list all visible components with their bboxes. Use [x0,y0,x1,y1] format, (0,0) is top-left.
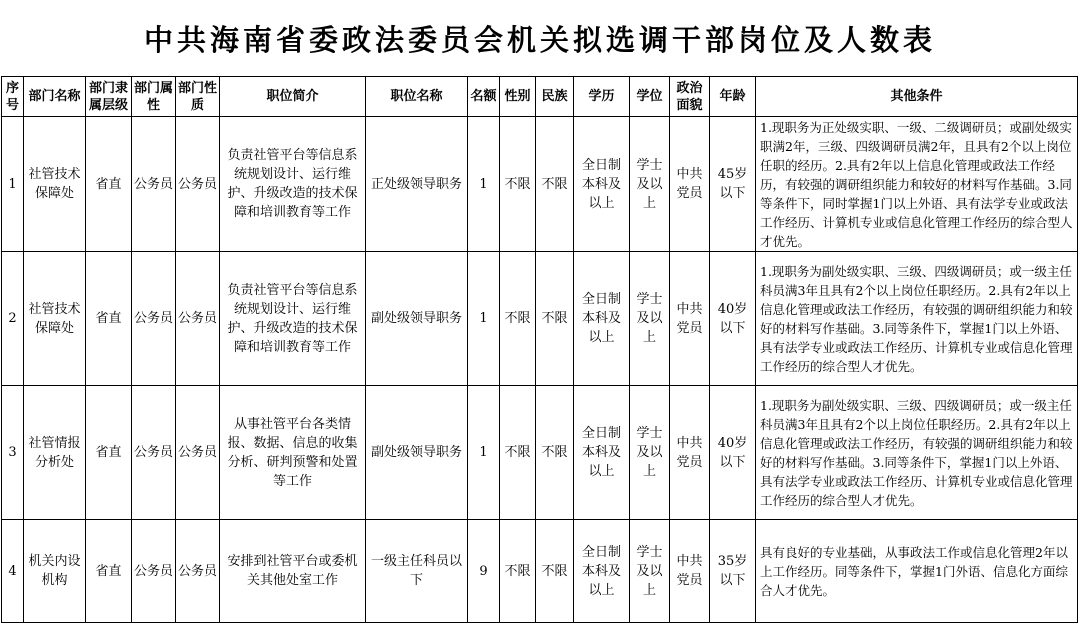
cell-level: 省直 [86,520,132,623]
cell-politic: 中共党员 [670,252,710,386]
header-edu: 学历 [574,77,630,117]
header-gender: 性别 [500,77,536,117]
cell-age: 35岁以下 [710,520,756,623]
cell-nature: 公务员 [176,117,220,252]
header-ethnic: 民族 [536,77,574,117]
header-attr: 部门属性 [132,77,176,117]
header-politic: 政治面貌 [670,77,710,117]
header-intro: 职位简介 [220,77,366,117]
cell-nature: 公务员 [176,386,220,520]
cell-attr: 公务员 [132,520,176,623]
cell-other: 1.现职务为正处级实职、一级、二级调研员；或副处级实职满2年，三级、四级调研员满2年，且具有2个以上岗位任职的经历。2.具有2年以上信息化管理或政法工作经历，有较强的调研组织能力和较好的材料写作基础。3.同等条件下，同时掌握1门以上外语、具有法学专业或政法工作经历、计算机专业或信息化管理工作经历的综合型人才优先。 [756,117,1078,252]
cell-politic: 中共党员 [670,117,710,252]
cell-intro: 负责社管平台等信息系统规划设计、运行维护、升级改造的技术保障和培训教育等工作 [220,252,366,386]
page-title: 中共海南省委政法委员会机关拟选调干部岗位及人数表 [143,22,936,57]
cell-post: 一级主任科员以下 [366,520,468,623]
header-dept: 部门名称 [24,77,86,117]
cell-other: 具有良好的专业基础，从事政法工作或信息化管理2年以上工作经历。同等条件下，掌握1门外语、信息化方面综合人才优先。 [756,520,1078,623]
cell-post: 副处级领导职务 [366,386,468,520]
cell-gender: 不限 [500,520,536,623]
header-nature: 部门性质 [176,77,220,117]
cell-post: 正处级领导职务 [366,117,468,252]
table-row [2,520,1078,623]
cell-quota: 1 [468,252,500,386]
table-row [2,117,1078,252]
header-age: 年龄 [710,77,756,117]
header-level: 部门隶属层级 [86,77,132,117]
cell-seq: 1 [2,117,24,252]
cell-attr: 公务员 [132,117,176,252]
cell-quota: 9 [468,520,500,623]
cell-other: 1.现职务为副处级实职、三级、四级调研员；或一级主任科员满3年且具有2个以上岗位任职经历。2.具有2年以上信息化管理或政法工作经历，有较强的调研组织能力和较好的材料写作基础。3.同等条件下，掌握1门以上外语、具有法学专业或政法工作经历、计算机专业或信息化管理工作经历的综合型人才优先。 [756,252,1078,386]
cell-quota: 1 [468,117,500,252]
table-row [2,386,1078,520]
cell-age: 40岁以下 [710,252,756,386]
cell-attr: 公务员 [132,252,176,386]
positions-table [1,76,1078,623]
cell-ethnic: 不限 [536,117,574,252]
cell-degree: 学士及以上 [630,252,670,386]
cell-ethnic: 不限 [536,386,574,520]
cell-age: 40岁以下 [710,386,756,520]
cell-nature: 公务员 [176,520,220,623]
cell-age: 45岁以下 [710,117,756,252]
cell-dept: 社管技术保障处 [24,117,86,252]
cell-edu: 全日制本科及以上 [574,520,630,623]
cell-politic: 中共党员 [670,386,710,520]
cell-politic: 中共党员 [670,520,710,623]
cell-degree: 学士及以上 [630,386,670,520]
cell-edu: 全日制本科及以上 [574,252,630,386]
table-header-row [2,77,1078,117]
header-quota: 名额 [468,77,500,117]
header-post: 职位名称 [366,77,468,117]
header-other: 其他条件 [756,77,1078,117]
cell-level: 省直 [86,386,132,520]
cell-post: 副处级领导职务 [366,252,468,386]
cell-nature: 公务员 [176,252,220,386]
cell-gender: 不限 [500,117,536,252]
cell-edu: 全日制本科及以上 [574,117,630,252]
cell-intro: 从事社管平台各类情报、数据、信息的收集分析、研判预警和处置等工作 [220,386,366,520]
cell-level: 省直 [86,252,132,386]
cell-degree: 学士及以上 [630,520,670,623]
cell-seq: 3 [2,386,24,520]
cell-ethnic: 不限 [536,252,574,386]
cell-gender: 不限 [500,386,536,520]
cell-seq: 4 [2,520,24,623]
cell-dept: 社管技术保障处 [24,252,86,386]
cell-attr: 公务员 [132,386,176,520]
cell-ethnic: 不限 [536,520,574,623]
cell-intro: 安排到社管平台或委机关其他处室工作 [220,520,366,623]
cell-dept: 机关内设机构 [24,520,86,623]
cell-seq: 2 [2,252,24,386]
header-seq: 序号 [2,77,24,117]
cell-quota: 1 [468,386,500,520]
cell-other: 1.现职务为副处级实职、三级、四级调研员；或一级主任科员满3年且具有2个以上岗位任职经历。2.具有2年以上信息化管理或政法工作经历，有较强的调研组织能力和较好的材料写作基础。3.同等条件下，掌握1门以上外语、具有法学专业或政法工作经历、计算机专业或信息化管理工作经历的综合型人才优先。 [756,386,1078,520]
cell-level: 省直 [86,117,132,252]
cell-gender: 不限 [500,252,536,386]
cell-intro: 负责社管平台等信息系统规划设计、运行维护、升级改造的技术保障和培训教育等工作 [220,117,366,252]
header-degree: 学位 [630,77,670,117]
cell-dept: 社管情报分析处 [24,386,86,520]
cell-degree: 学士及以上 [630,117,670,252]
table-row [2,252,1078,386]
cell-edu: 全日制本科及以上 [574,386,630,520]
